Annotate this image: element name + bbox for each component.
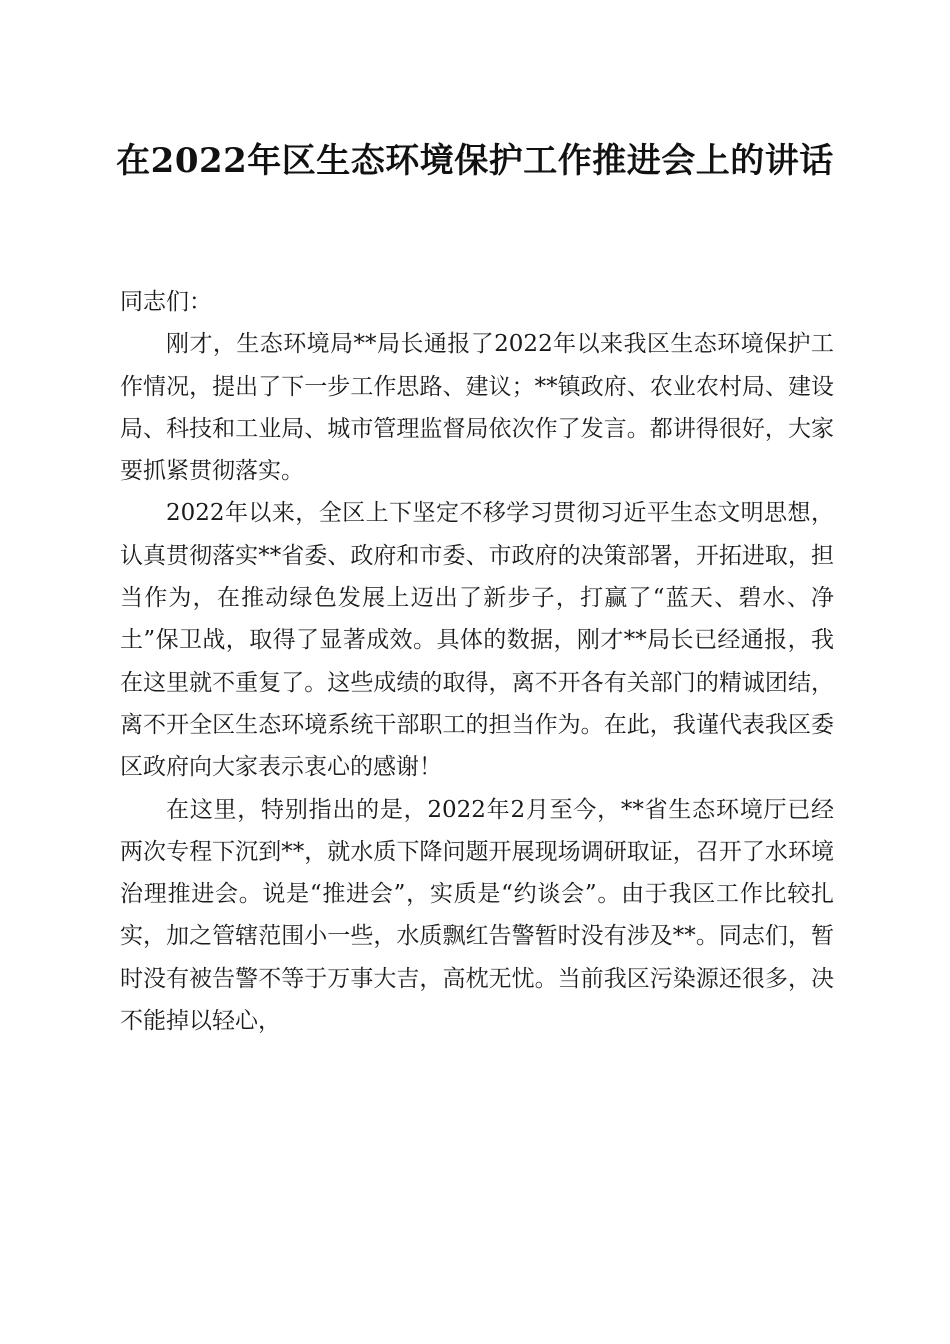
paragraph-2: 2022年以来，全区上下坚定不移学习贯彻习近平生态文明思想，认真贯彻落实**省委、政府和市委、市政府的决策部署，开拓进取，担当作为，在推动绿色发展上迈出了新步子，打赢了“蓝天、碧水、净土”保卫战，取得了显著成效。具体的数据，刚才**局长已经通报，我在这里就不重复了。这些成绩的取得，离不开各有关部门的精诚团结，离不开全区生态环境系统干部职工的担当作为。在此，我谨代表我区委区政府向大家表示衷心的感谢！ <box>120 500 834 781</box>
document-title: 在2022年区生态环境保护工作推进会上的讲话 <box>116 141 834 181</box>
document-body <box>120 281 834 1042</box>
paragraph-1: 刚才，生态环境局**局长通报了2022年以来我区生态环境保护工作情况，提出了下一步工作思路、建议；**镇政府、农业农村局、建设局、科技和工业局、城市管理监督局依次作了发言。都讲得很好，大家要抓紧贯彻落实。 <box>120 331 834 485</box>
paragraph-3: 在这里，特别指出的是，2022年2月至今，**省生态环境厅已经两次专程下沉到**，就水质下降问题开展现场调研取证，召开了水环境治理推进会。说是“推进会”，实质是“约谈会”。由于我区工作比较扎实，加之管辖范围小一些，水质飘红告警暂时没有涉及**。同志们，暂时没有被告警不等于万事大吉，高枕无忧。当前我区污染源还很多，决不能掉以轻心， <box>120 796 834 1035</box>
salutation: 同志们： <box>120 289 212 315</box>
